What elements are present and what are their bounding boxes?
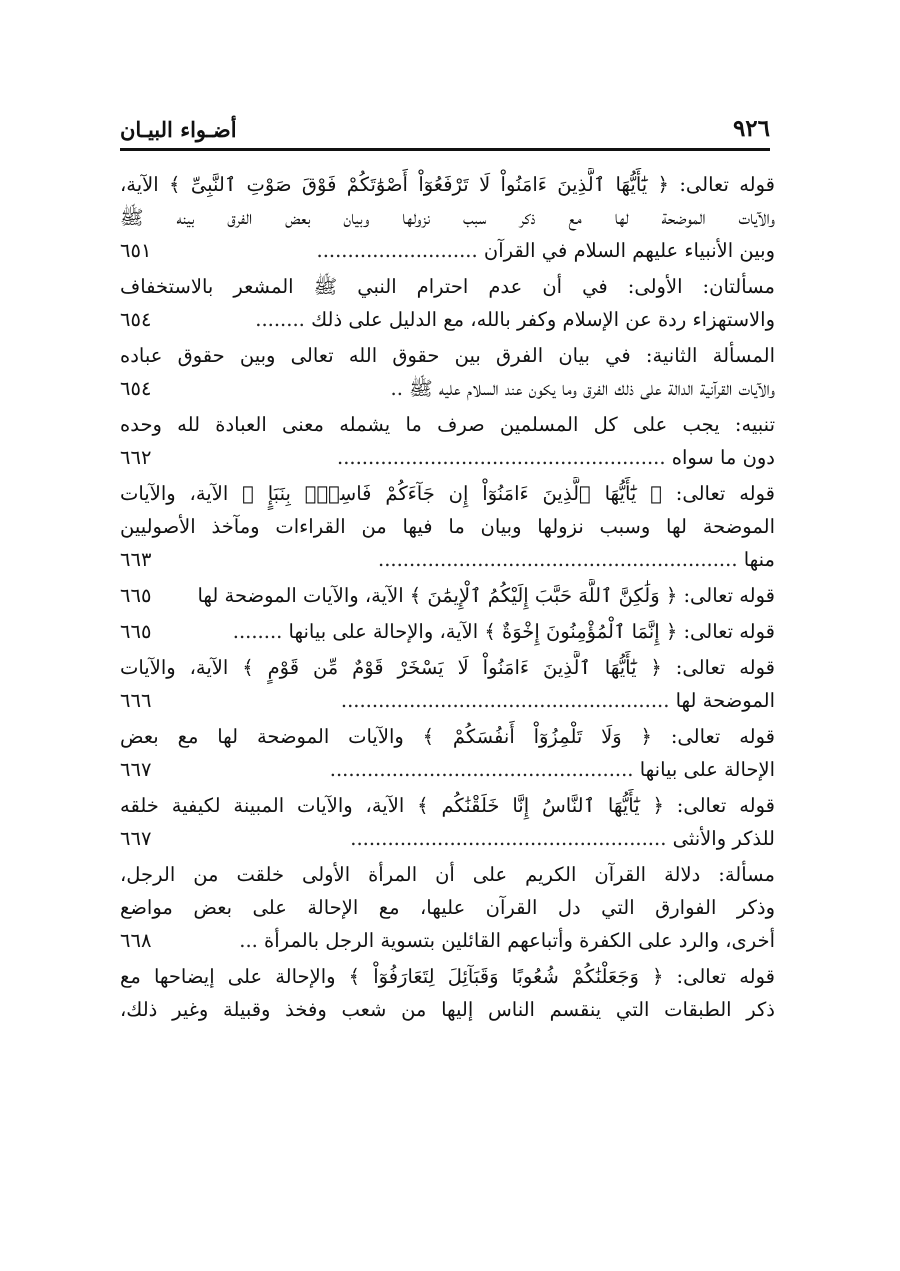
toc-entry [120, 960, 775, 1026]
toc-entry-line: الموضحة لها وسبب نزولها وبيان ما فيها من القراءات ومآخذ الأصوليين [120, 515, 775, 538]
page-number: ٩٢٦ [732, 115, 770, 142]
toc-entry-line: قوله تعالى: ﴿ يَٰٓأَيُّهَا ٱلَّذِينَ ءَامَنُوٓاْ إِن جَآءَكُمْ فَاسِقٌۢ بِنَبَإٍ ﴾ الآية، والآيات [120, 482, 775, 505]
dot-leader: ........ [255, 308, 312, 331]
toc-entry-line: قوله تعالى: ﴿ يَٰٓأَيُّهَا ٱلنَّاسُ إِنَّا خَلَقْنَٰكُم ﴾ الآية، والآيات المبينة لكيفية خلقه [120, 794, 775, 817]
dot-leader: ... [239, 929, 265, 952]
toc-entry-last-line [120, 822, 775, 855]
toc-page-number: ٦٦٧ [120, 758, 152, 781]
dot-leader: .. [390, 377, 410, 400]
table-of-contents [120, 168, 775, 1029]
toc-page-number: ٦٦٦ [120, 689, 152, 712]
toc-page-number: ٦٥٤ [120, 308, 152, 331]
toc-page-number: ٦٦٢ [120, 446, 152, 469]
toc-entry [120, 477, 775, 576]
toc-page-number: ٦٥٤ [120, 377, 152, 400]
dot-leader: ................................................... [350, 827, 673, 850]
toc-entry-text: والآيات القرآنية الدالة على ذلك الفرق وما يكون عند السلام عليه ﷺ [409, 377, 775, 400]
toc-page-number: ٦٦٥ [120, 620, 152, 643]
dot-leader: ................................................. [329, 758, 640, 781]
dot-leader: ........ [232, 620, 289, 643]
toc-entry-last-line [120, 234, 775, 267]
toc-entry-last-line [120, 684, 775, 717]
toc-entry-last-line [120, 924, 775, 957]
toc-entry-last-line [120, 303, 775, 336]
dot-leader: ..................................................... [337, 446, 672, 469]
toc-entry-text: الإحالة على بيانها [639, 758, 775, 781]
toc-entry [120, 270, 775, 336]
toc-entry-line: مسألتان: الأولى: في أن عدم احترام النبي ﷺ المشعر بالاستخفاف [120, 275, 775, 298]
toc-entry-line: قوله تعالى: ﴿ وَلَا تَلْمِزُوٓاْ أَنفُسَكُمْ ﴾ والآيات الموضحة لها مع بعض [120, 725, 775, 748]
running-header [120, 112, 770, 151]
toc-page-number: ٦٦٨ [120, 929, 152, 952]
toc-entry [120, 789, 775, 855]
toc-entry [120, 858, 775, 957]
toc-entry [120, 579, 775, 612]
toc-entry-line: تنبيه: يجب على كل المسلمين صرف ما يشمله معنى العبادة لله وحده [120, 413, 775, 436]
toc-entry-line: المسألة الثانية: في بيان الفرق بين حقوق الله تعالى وبين حقوق عباده [120, 344, 775, 367]
toc-entry-text: دون ما سواه [671, 446, 775, 469]
toc-entry-text: قوله تعالى: ﴿ إِنَّمَا ٱلْمُؤْمِنُونَ إِخْوَةٌ ﴾ الآية، والإحالة على بيانها [288, 620, 775, 643]
toc-page-number: ٦٦٣ [120, 548, 152, 571]
toc-entry-line: ذكر الطبقات التي ينقسم الناس إليها من شعب وفخذ وقبيلة وغير ذلك، [120, 998, 775, 1021]
toc-entry-last-line [120, 543, 775, 576]
toc-entry-line: والآيات الموضحة لها مع ذكر سبب نزولها وبيان بعض الفرق بينه ﷺ [120, 206, 775, 229]
toc-entry-text: أخرى، والرد على الكفرة وأتباعهم القائلين بتسوية الرجل بالمرأة [264, 929, 775, 952]
toc-entry-last-line [120, 579, 775, 612]
book-title: أضـواء البيـان [120, 117, 237, 142]
toc-page-number: ٦٥١ [120, 239, 152, 262]
toc-entry-last-line [120, 753, 775, 786]
toc-entry-line: مسألة: دلالة القرآن الكريم على أن المرأة الأولى خلقت من الرجل، [120, 863, 775, 886]
toc-page-number: ٦٦٧ [120, 827, 152, 850]
toc-entry-text: منها [743, 548, 775, 571]
toc-entry-last-line [120, 372, 775, 405]
toc-entry [120, 339, 775, 405]
toc-entry-last-line [120, 615, 775, 648]
toc-entry-last-line [120, 441, 775, 474]
toc-entry-line: قوله تعالى: ﴿ يَٰٓأَيُّهَا ٱلَّذِينَ ءَامَنُواْ لَا يَسْخَرْ قَوْمٌ مِّن قَوْمٍ ﴾ الآية، والآيات [120, 656, 775, 679]
toc-entry-text: والاستهزاء ردة عن الإسلام وكفر بالله، مع الدليل على ذلك [311, 308, 775, 331]
toc-entry [120, 720, 775, 786]
toc-entry [120, 651, 775, 717]
dot-leader: .......................................................... [378, 548, 744, 571]
toc-entry-line: وذكر الفوارق التي دل القرآن عليها، مع الإحالة على بعض مواضع [120, 896, 775, 919]
toc-entry-line: قوله تعالى: ﴿ وَجَعَلْنَٰكُمْ شُعُوبًا وَقَبَآئِلَ لِتَعَارَفُوٓاْ ﴾ والإحالة على إيضاحها مع [120, 965, 775, 988]
toc-entry [120, 615, 775, 648]
toc-entry [120, 408, 775, 474]
toc-entry-text: وبين الأنبياء عليهم السلام في القرآن [483, 239, 775, 262]
dot-leader: .......................... [316, 239, 484, 262]
toc-entry-text: قوله تعالى: ﴿ وَلَٰكِنَّ ٱللَّهَ حَبَّبَ إِلَيْكُمُ ٱلْإِيمَٰنَ ﴾ الآية، والآيات الموضحة لها [197, 584, 775, 607]
toc-entry-line: قوله تعالى: ﴿ يَٰٓأَيُّهَا ٱلَّذِينَ ءَامَنُواْ لَا تَرْفَعُوٓاْ أَصْوَٰتَكُمْ فَوْقَ صَوْتِ ٱلنَّبِىِّ ﴾ الآية، [120, 173, 775, 196]
toc-entry-text: الموضحة لها [675, 689, 775, 712]
toc-entry-text: للذكر والأنثى [672, 827, 775, 850]
toc-page-number: ٦٦٥ [120, 584, 152, 607]
toc-entry [120, 168, 775, 267]
dot-leader: ..................................................... [340, 689, 676, 712]
